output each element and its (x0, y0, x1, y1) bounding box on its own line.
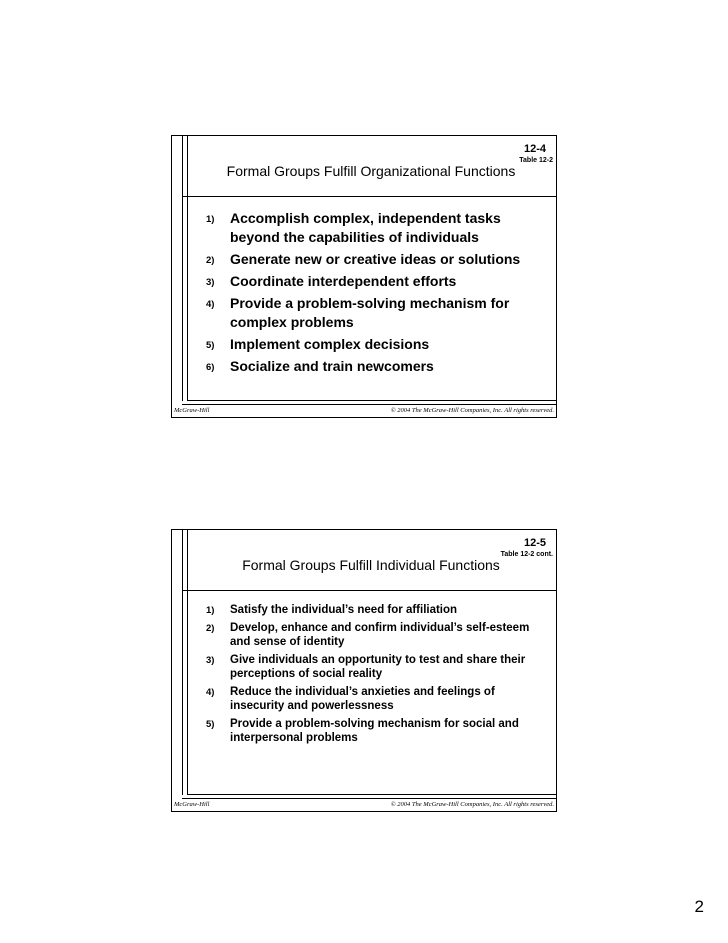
slide-12-5 (171, 529, 557, 812)
list-item-text: Socialize and train newcomers (230, 358, 434, 374)
list-marker: 4) (206, 687, 215, 698)
list-item (206, 603, 536, 617)
footer-copyright: © 2004 The McGraw-Hill Companies, Inc. All rights reserved. (390, 801, 554, 808)
slide-title: Formal Groups Fulfill Individual Functions (242, 557, 500, 573)
list-marker: 6) (206, 362, 215, 373)
list-marker: 2) (206, 255, 215, 266)
list-item-text: Give individuals an opportunity to test and share their perceptions of social reality (230, 654, 526, 680)
list-marker: 3) (206, 655, 215, 666)
slide-number: 12-4 (523, 143, 546, 155)
list-item-text: Generate new or creative ideas or solutions (230, 251, 521, 267)
list-item (206, 685, 536, 713)
list-item-text: Reduce the individual’s anxieties and feelings of insecurity and powerlessness (230, 686, 495, 712)
list-item (206, 335, 536, 354)
list-item (206, 717, 536, 745)
table-reference: Table 12-2 (519, 157, 553, 164)
list-item (206, 653, 536, 681)
slide-side-bar (182, 136, 188, 401)
function-list (206, 209, 536, 379)
slide-side-bar (182, 530, 188, 795)
list-marker: 5) (206, 340, 215, 351)
list-item-text: Provide a problem-solving mechanism for social and interpersonal problems (230, 718, 519, 744)
list-item (206, 250, 536, 269)
slide-12-4 (171, 135, 557, 418)
slide-title-rule (182, 590, 556, 591)
list-item-text: Implement complex decisions (230, 336, 430, 352)
list-item-text: Provide a problem-solving mechanism for complex problems (230, 295, 510, 330)
list-item (206, 272, 536, 291)
list-item-text: Satisfy the individual’s need for affiliation (230, 604, 458, 616)
list-item (206, 357, 536, 376)
list-marker: 5) (206, 719, 215, 730)
slide-footer-rule (182, 404, 556, 405)
table-reference: Table 12-2 cont. (500, 551, 553, 558)
list-item (206, 294, 536, 332)
list-marker: 2) (206, 623, 215, 634)
list-marker: 4) (206, 299, 215, 310)
list-marker: 3) (206, 277, 215, 288)
slide-number: 12-5 (523, 537, 546, 549)
slide-footer-rule-inner (188, 400, 556, 401)
footer-publisher: McGraw-Hill (174, 407, 210, 414)
list-item (206, 209, 536, 247)
list-item-text: Develop, enhance and confirm individual’s self-esteem and sense of identity (230, 622, 530, 648)
list-item (206, 621, 536, 649)
list-item-text: Coordinate interdependent efforts (230, 273, 457, 289)
function-list (206, 603, 536, 749)
footer-publisher: McGraw-Hill (174, 801, 210, 808)
list-marker: 1) (206, 214, 215, 225)
slide-title-rule (182, 196, 556, 197)
page-number: 2 (694, 897, 704, 916)
list-item-text: Accomplish complex, independent tasks beyond the capabilities of individuals (230, 210, 501, 245)
footer-copyright: © 2004 The McGraw-Hill Companies, Inc. All rights reserved. (390, 407, 554, 414)
slide-footer-rule-inner (188, 794, 556, 795)
slide-footer-rule (182, 798, 556, 799)
slide-title: Formal Groups Fulfill Organizational Functions (226, 163, 516, 179)
list-marker: 1) (206, 605, 215, 616)
